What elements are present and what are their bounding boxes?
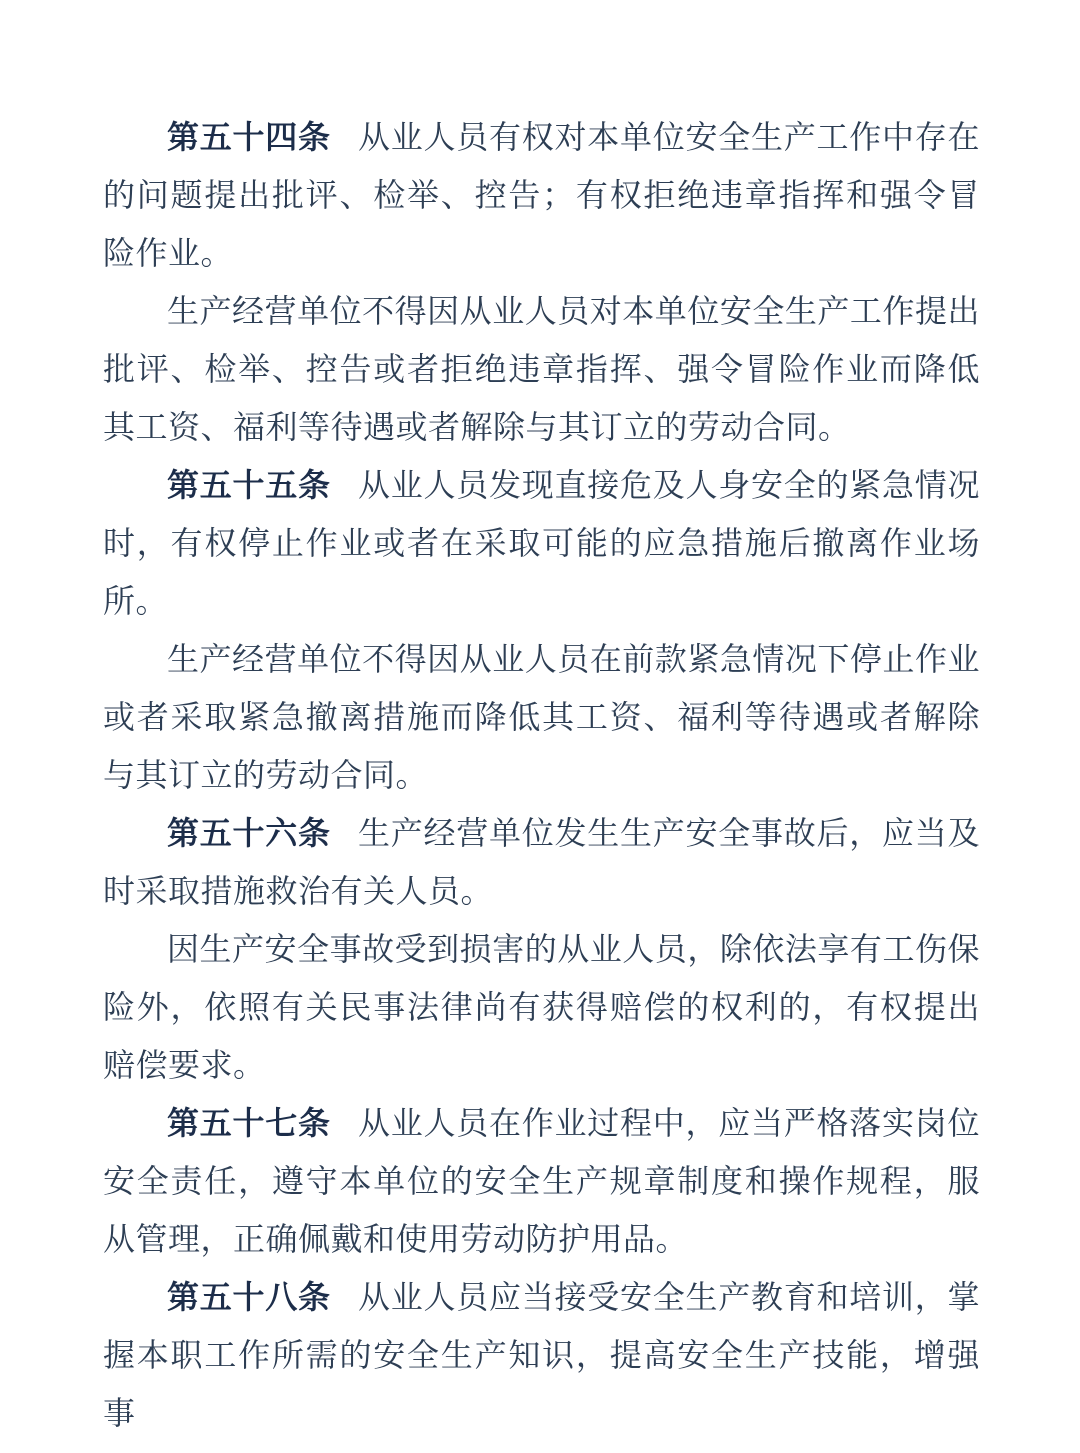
paragraph-article-58 bbox=[103, 1268, 980, 1442]
article-55-number: 第五十五条 bbox=[167, 467, 331, 503]
paragraph-article-54-clause-2: 生产经营单位不得因从业人员对本单位安全生产工作提出批评、检举、控告或者拒绝违章指挥、强令冒险作业而降低其工资、福利等待遇或者解除与其订立的劳动合同。 bbox=[103, 293, 980, 445]
paragraph-article-55 bbox=[103, 456, 980, 630]
paragraph-article-56 bbox=[103, 804, 980, 920]
article-54-text: 从业人员有权对本单位安全生产工作中存在的问题提出批评、检举、控告；有权拒绝违章指挥和强令冒险作业。 bbox=[103, 119, 980, 271]
article-57-number: 第五十七条 bbox=[167, 1105, 331, 1141]
article-55-text: 从业人员发现直接危及人身安全的紧急情况时，有权停止作业或者在采取可能的应急措施后撤离作业场所。 bbox=[103, 467, 980, 619]
article-58-number: 第五十八条 bbox=[167, 1279, 331, 1315]
article-56-number: 第五十六条 bbox=[167, 815, 331, 851]
paragraph-article-54 bbox=[103, 108, 980, 282]
article-56-text: 生产经营单位发生生产安全事故后，应当及时采取措施救治有关人员。 bbox=[103, 815, 980, 909]
paragraph-article-55-clause-2: 生产经营单位不得因从业人员在前款紧急情况下停止作业或者采取紧急撤离措施而降低其工资、福利等待遇或者解除与其订立的劳动合同。 bbox=[103, 641, 980, 793]
paragraph-article-56-clause-2: 因生产安全事故受到损害的从业人员，除依法享有工伤保险外，依照有关民事法律尚有获得赔偿的权利的，有权提出赔偿要求。 bbox=[103, 931, 980, 1083]
article-58-text: 从业人员应当接受安全生产教育和培训，掌握本职工作所需的安全生产知识，提高安全生产技能，增强事 bbox=[103, 1279, 980, 1431]
article-54-number: 第五十四条 bbox=[167, 119, 331, 155]
paragraph-article-57 bbox=[103, 1094, 980, 1268]
article-57-text: 从业人员在作业过程中，应当严格落实岗位安全责任，遵守本单位的安全生产规章制度和操作规程，服从管理，正确佩戴和使用劳动防护用品。 bbox=[103, 1105, 980, 1257]
